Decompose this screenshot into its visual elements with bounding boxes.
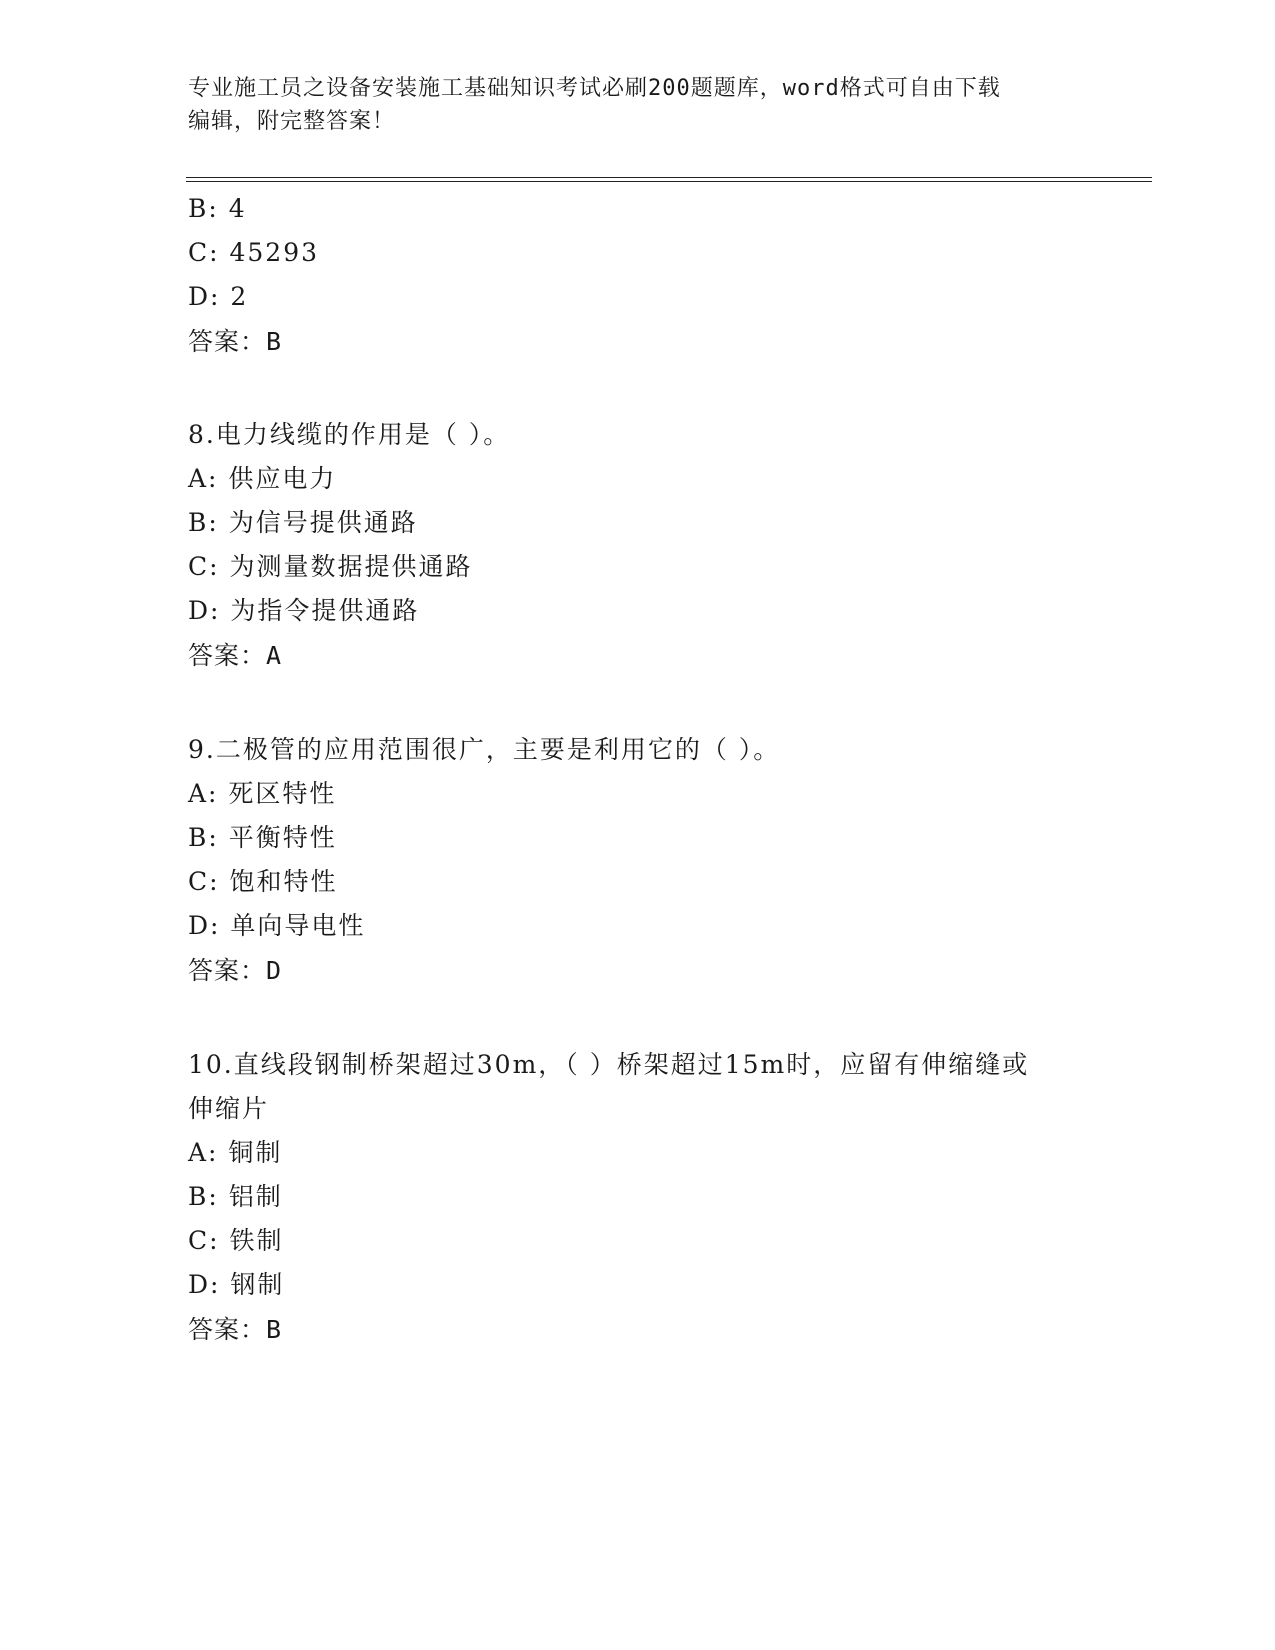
q8-option-d: D: 为指令提供通路	[188, 596, 420, 625]
q10-stem-line-2: 伸缩片	[188, 1094, 270, 1123]
q10-option-b: B: 铝制	[188, 1182, 283, 1211]
q7-option-d: D: 2	[188, 282, 249, 311]
q8-answer: 答案：A	[188, 641, 283, 670]
header-divider-top	[186, 177, 1152, 178]
q10-answer: 答案：B	[188, 1315, 283, 1344]
q10-stem-line-1: 10.直线段钢制桥架超过30m，（ ）桥架超过15m时，应留有伸缩缝或	[188, 1050, 1030, 1079]
q9-option-b: B: 平衡特性	[188, 823, 337, 852]
q10-option-c: C: 铁制	[188, 1226, 284, 1255]
q8-option-c: C: 为测量数据提供通路	[188, 552, 473, 581]
q10-option-d: D: 钢制	[188, 1270, 285, 1299]
q8-option-b: B: 为信号提供通路	[188, 508, 418, 537]
q9-stem: 9.二极管的应用范围很广，主要是利用它的（ ）。	[188, 735, 781, 764]
header-divider-bottom	[186, 181, 1152, 182]
q7-option-b: B: 4	[188, 194, 247, 223]
q10-option-a: A: 铜制	[188, 1138, 283, 1167]
header-title-line-2: 编辑，附完整答案！	[188, 109, 396, 134]
header-title-line-1: 专业施工员之设备安装施工基础知识考试必刷200题题库，word格式可自由下载	[188, 76, 1001, 101]
q9-answer: 答案：D	[188, 956, 283, 985]
q7-answer: 答案：B	[188, 327, 283, 356]
q7-option-c: C: 45293	[188, 238, 320, 267]
q9-option-d: D: 单向导电性	[188, 911, 366, 940]
q8-option-a: A: 供应电力	[188, 464, 337, 493]
document-header	[188, 72, 1088, 138]
q8-stem: 8.电力线缆的作用是（ ）。	[188, 420, 511, 449]
q9-option-c: C: 饱和特性	[188, 867, 338, 896]
q9-option-a: A: 死区特性	[188, 779, 337, 808]
